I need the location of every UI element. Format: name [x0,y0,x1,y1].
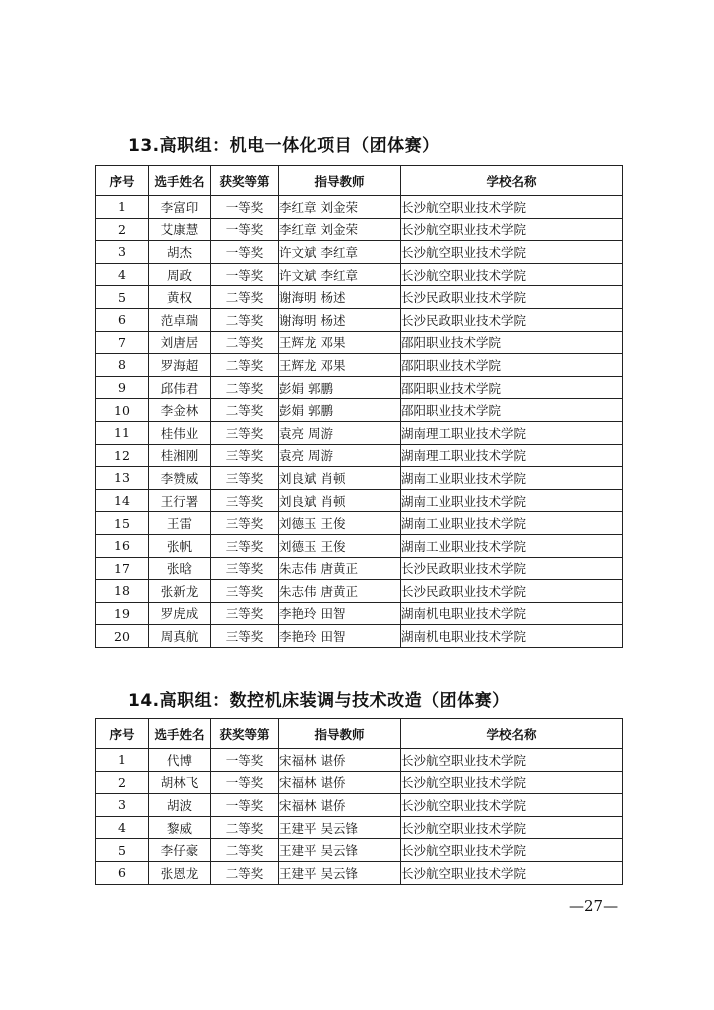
cell-award: 三等奖 [211,467,279,490]
cell-teacher: 许文斌 李红章 [279,263,401,286]
cell-name: 范卓瑞 [149,308,211,331]
cell-name: 胡波 [149,794,211,817]
table-row [96,861,623,884]
cell-school: 长沙民政职业技术学院 [401,286,623,309]
table-row [96,534,623,557]
cell-no: 14 [96,489,149,512]
cell-name: 桂湘刚 [149,444,211,467]
cell-name: 张晗 [149,557,211,580]
cell-no: 2 [96,771,149,794]
cell-teacher: 宋福林 谌侨 [279,749,401,772]
cell-school: 长沙航空职业技术学院 [401,771,623,794]
cell-award: 二等奖 [211,308,279,331]
cell-no: 19 [96,602,149,625]
cell-name: 艾康慧 [149,218,211,241]
cell-teacher: 谢海明 杨述 [279,308,401,331]
cell-award: 三等奖 [211,534,279,557]
cell-name: 黄权 [149,286,211,309]
column-header-teacher: 指导教师 [279,719,401,749]
cell-award: 二等奖 [211,286,279,309]
cell-name: 刘唐居 [149,331,211,354]
cell-name: 张恩龙 [149,861,211,884]
cell-name: 张帆 [149,534,211,557]
cell-no: 13 [96,467,149,490]
cell-teacher: 彭娟 郭鹏 [279,399,401,422]
table-row [96,816,623,839]
cell-award: 一等奖 [211,749,279,772]
cell-award: 一等奖 [211,794,279,817]
cell-teacher: 刘良斌 肖顿 [279,467,401,490]
cell-no: 1 [96,196,149,219]
cell-school: 湖南机电职业技术学院 [401,625,623,648]
cell-school: 长沙航空职业技术学院 [401,218,623,241]
cell-school: 长沙民政职业技术学院 [401,557,623,580]
cell-school: 湖南机电职业技术学院 [401,602,623,625]
cell-award: 二等奖 [211,399,279,422]
cell-name: 罗虎成 [149,602,211,625]
table-header-row [96,719,623,749]
cell-name: 邱伟君 [149,376,211,399]
cell-name: 李富印 [149,196,211,219]
cell-award: 二等奖 [211,376,279,399]
cell-name: 李仔豪 [149,839,211,862]
cell-no: 20 [96,625,149,648]
cell-no: 18 [96,580,149,603]
cell-school: 长沙航空职业技术学院 [401,196,623,219]
cell-no: 6 [96,308,149,331]
table-row [96,512,623,535]
table-row [96,196,623,219]
cell-award: 三等奖 [211,421,279,444]
cell-school: 邵阳职业技术学院 [401,354,623,377]
cell-school: 长沙民政职业技术学院 [401,580,623,603]
column-header-no: 序号 [96,166,149,196]
cell-teacher: 王辉龙 邓果 [279,354,401,377]
table-row [96,625,623,648]
table-row [96,557,623,580]
table-row [96,218,623,241]
cell-no: 5 [96,839,149,862]
table-row [96,749,623,772]
cell-name: 王行署 [149,489,211,512]
cell-no: 12 [96,444,149,467]
column-header-name: 选手姓名 [149,166,211,196]
cell-award: 二等奖 [211,816,279,839]
cell-award: 一等奖 [211,196,279,219]
cell-award: 二等奖 [211,331,279,354]
cell-no: 17 [96,557,149,580]
cell-school: 长沙民政职业技术学院 [401,308,623,331]
cell-name: 胡杰 [149,241,211,264]
table-row [96,489,623,512]
cell-teacher: 谢海明 杨述 [279,286,401,309]
cell-name: 李赞威 [149,467,211,490]
column-header-school: 学校名称 [401,166,623,196]
cell-award: 二等奖 [211,861,279,884]
cell-no: 8 [96,354,149,377]
cell-teacher: 王辉龙 邓果 [279,331,401,354]
cell-award: 三等奖 [211,444,279,467]
table-row [96,421,623,444]
cell-teacher: 刘良斌 肖顿 [279,489,401,512]
cell-award: 一等奖 [211,241,279,264]
cell-no: 4 [96,263,149,286]
section-title: 14.高职组：数控机床装调与技术改造（团体赛） [128,691,510,711]
table-row [96,308,623,331]
cell-school: 长沙航空职业技术学院 [401,839,623,862]
table-row [96,771,623,794]
cell-award: 三等奖 [211,580,279,603]
cell-name: 胡林飞 [149,771,211,794]
cell-award: 三等奖 [211,625,279,648]
cell-name: 张新龙 [149,580,211,603]
section-title: 13.高职组：机电一体化项目（团体赛） [128,136,440,156]
cell-award: 一等奖 [211,218,279,241]
cell-award: 二等奖 [211,354,279,377]
cell-name: 桂伟业 [149,421,211,444]
cell-school: 湖南理工职业技术学院 [401,421,623,444]
cell-teacher: 李红章 刘金荣 [279,218,401,241]
cell-award: 二等奖 [211,839,279,862]
cell-school: 长沙航空职业技术学院 [401,794,623,817]
cell-no: 16 [96,534,149,557]
cell-no: 11 [96,421,149,444]
cell-school: 邵阳职业技术学院 [401,399,623,422]
cell-school: 湖南工业职业技术学院 [401,467,623,490]
table-row [96,354,623,377]
cell-teacher: 李红章 刘金荣 [279,196,401,219]
cell-school: 邵阳职业技术学院 [401,376,623,399]
column-header-name: 选手姓名 [149,719,211,749]
cell-teacher: 宋福林 谌侨 [279,794,401,817]
cell-name: 周政 [149,263,211,286]
cell-name: 罗海超 [149,354,211,377]
table-row [96,331,623,354]
cell-no: 9 [96,376,149,399]
cell-name: 王雷 [149,512,211,535]
cell-name: 黎威 [149,816,211,839]
table-row [96,580,623,603]
cell-no: 7 [96,331,149,354]
column-header-award: 获奖等第 [211,719,279,749]
cell-teacher: 刘德玉 王俊 [279,534,401,557]
cell-school: 湖南工业职业技术学院 [401,534,623,557]
page-number: —27— [569,897,619,915]
cell-teacher: 彭娟 郭鹏 [279,376,401,399]
table-header-row [96,166,623,196]
cell-teacher: 朱志伟 唐黄正 [279,557,401,580]
cell-teacher: 王建平 吴云锋 [279,816,401,839]
cell-award: 一等奖 [211,771,279,794]
cell-award: 三等奖 [211,512,279,535]
awards-table [95,718,623,885]
table-row [96,467,623,490]
cell-school: 长沙航空职业技术学院 [401,241,623,264]
cell-school: 长沙航空职业技术学院 [401,749,623,772]
cell-school: 长沙航空职业技术学院 [401,861,623,884]
table-row [96,286,623,309]
table-row [96,263,623,286]
cell-teacher: 朱志伟 唐黄正 [279,580,401,603]
cell-name: 代博 [149,749,211,772]
table-row [96,376,623,399]
table-row [96,794,623,817]
table-row [96,241,623,264]
column-header-no: 序号 [96,719,149,749]
column-header-school: 学校名称 [401,719,623,749]
cell-teacher: 许文斌 李红章 [279,241,401,264]
cell-teacher: 刘德玉 王俊 [279,512,401,535]
cell-award: 三等奖 [211,489,279,512]
cell-no: 2 [96,218,149,241]
cell-teacher: 袁亮 周游 [279,444,401,467]
cell-no: 6 [96,861,149,884]
cell-teacher: 王建平 吴云锋 [279,839,401,862]
table-row [96,399,623,422]
cell-teacher: 李艳玲 田智 [279,602,401,625]
table-row [96,839,623,862]
column-header-award: 获奖等第 [211,166,279,196]
cell-no: 15 [96,512,149,535]
cell-school: 长沙航空职业技术学院 [401,816,623,839]
cell-teacher: 王建平 吴云锋 [279,861,401,884]
cell-name: 周真航 [149,625,211,648]
cell-teacher: 宋福林 谌侨 [279,771,401,794]
cell-no: 10 [96,399,149,422]
cell-school: 湖南工业职业技术学院 [401,512,623,535]
cell-teacher: 袁亮 周游 [279,421,401,444]
cell-no: 4 [96,816,149,839]
column-header-teacher: 指导教师 [279,166,401,196]
cell-school: 湖南理工职业技术学院 [401,444,623,467]
cell-school: 长沙航空职业技术学院 [401,263,623,286]
table-row [96,444,623,467]
cell-teacher: 李艳玲 田智 [279,625,401,648]
cell-award: 三等奖 [211,602,279,625]
cell-no: 5 [96,286,149,309]
cell-award: 一等奖 [211,263,279,286]
cell-school: 湖南工业职业技术学院 [401,489,623,512]
cell-school: 邵阳职业技术学院 [401,331,623,354]
awards-table [95,165,623,648]
cell-no: 1 [96,749,149,772]
cell-no: 3 [96,794,149,817]
cell-name: 李金林 [149,399,211,422]
cell-award: 三等奖 [211,557,279,580]
table-row [96,602,623,625]
cell-no: 3 [96,241,149,264]
